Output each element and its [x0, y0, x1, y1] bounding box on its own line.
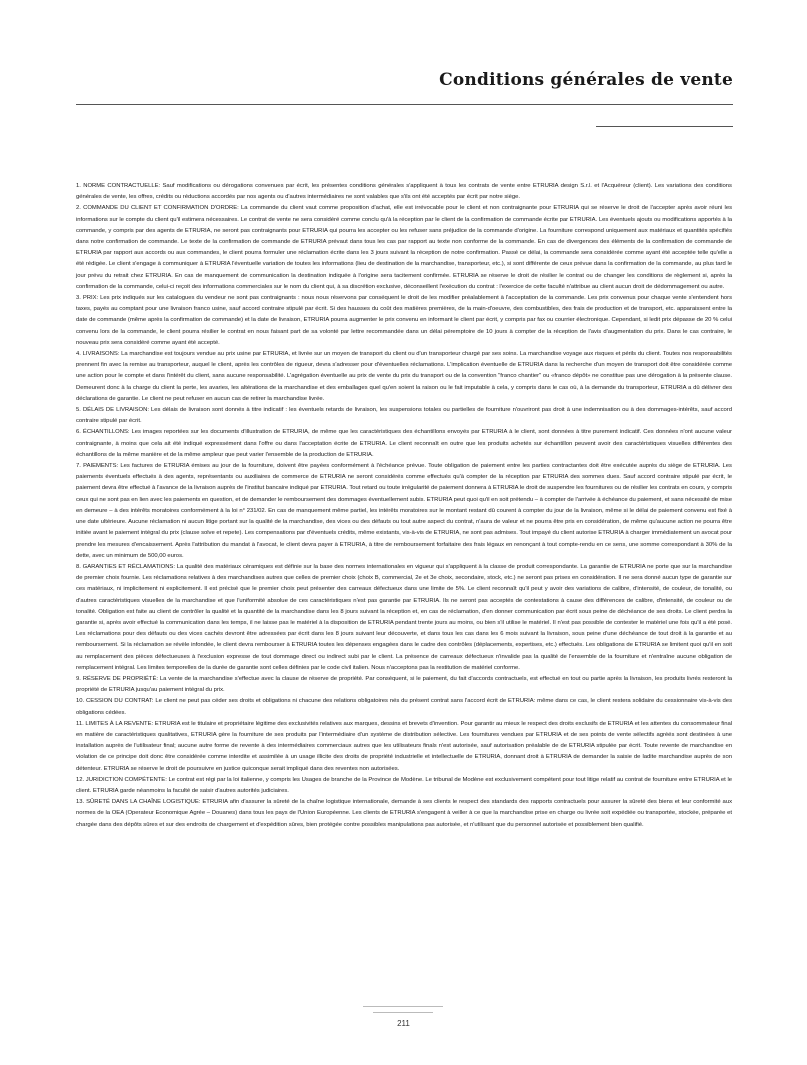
header-divider: [76, 104, 733, 105]
page-title: Conditions générales de vente: [439, 70, 733, 90]
header-short-divider: [596, 126, 733, 127]
section-limites-revente: 11. LIMITES À LA REVENTE: ETRURIA est le titulaire et propriétaire légitime des exclusivités relatives aux marques, dessins et brevets d'invention. Pour garantir au mieux le respect des droits exclusifs de ETRURIA et les attentes du consommateur final en matière de caractéristiques qualitatives, ETRURIA gère la fourniture de ses produits par l'intermédiaire d'un système de distribution sélective. Les fournitures vendues par ETRURIA et de ses points de vente sélectifs agréés sont destinées à une installation auprès de l'utilisateur final; aucune autre forme de revente à des intermédiaires commerciaux autres que les utilisateurs finals n'est autorisée, sauf autorisation préalable de de ETRURIA stipulée par écrit. Toute revente de marchandise en violation de ce principe doit donc être considérée comme interdite et assimilée à un usage illicite des droits de propriété industrielle et intellectuelle de ETRURIA, donnant droit à ETRURIA de demander la saisie de ladite marchandise auprès de son détenteur. ETRURIA se réserve le droit de poursuivre en justice quiconque serait impliqué dans des reventes non autorisées.: [76, 720, 732, 772]
footer-divider-short: [373, 1012, 433, 1013]
section-livraisons: 4. LIVRAISONS: La marchandise est toujours vendue au prix usine par ETRURIA, et livrée sur un moyen de transport du client ou d'un transporteur chargé par ses soins. La marchandise voyage aux risques et périls du client. Toutes nos responsabilités prennent fin avec la remise au transporteur, auquel le client, après les contrôles de rigueur, devra s'adresser pour d'éventuelles réclamations. L'implication éventuelle de ETRURIA dans la recherche d'un moyen de transport doit être considérée comme une action pour le compte et dans l'intérêt du client, sans aucune responsabilité. L'agrégation éventuelle au prix de vente du prix du transport ou de la convention "franco chantier" ou «franco dépôt» ne constitue pas une dérogation à la présente clause. Demeurent donc à la charge du client la perte, les avaries, les altérations de la marchandise et des emballages quel qu'en soient la raison ou le fait imputable à cela, y compris dans le cas où, à la demande du transporteur, ETRURIA a dû délivrer des déclarations de garantie. Le client ne peut refuser en aucun cas de retirer la marchandise livrée.: [76, 351, 732, 402]
page-number: 211: [397, 1019, 410, 1028]
section-norme-contractuelle: 1. NORME CONTRACTUELLE: Sauf modifications ou dérogations convenues par écrit, les présentes conditions générales s'appliquent à tous les contrats de vente entre ETRURIA design S.r.l. et l'Acquéreur (client). Les variations des conditions générales de vente, les offres, crédits ou réductions accordés par nos agents ou d'autres intermédiaires ne sont valables que s'ils ont été acceptés par écrit par notre siège.: [76, 183, 732, 201]
section-paiements: 7. PAIEMENTS: Les factures de ETRURIA émises au jour de la fourniture, doivent être payées conformément à l'échéance prévue. Toute obligation de paiement entre les parties contractantes doit être exécutée auprès du siège de ETRURIA. Les paiements éventuels effectués à des agents, représentants ou auxiliaires de commerce de ETRURIA ne seront considérés comme effectués qu'à compter de la réception par ETRURIA des sommes dues. Sauf accord contraire stipulé par écrit, le paiement devra être effectué à l'avance de la livraison auprès de l'institut bancaire indiqué par ETRURIA. Tout retard ou toute irrégularité de paiement donnera à ETRURIA le droit de suspendre les fournitures ou de résilier les contrats en cours, y compris ceux qui ne sont pas en lien avec les paiements en question, et de demander le remboursement des dommages éventuellement subis. ETRURIA peut quoi qu'il en soit prétendu – à compter de l'arrivée à échéance du paiement, et sans nécessité de mise en demeure – à des intérêts moratoires conformément à la loi n° 231/02. En cas de manquement même partiel, les intérêts moratoires sur le montant restant dû courent à compter du jour de la livraison, même si le délai de paiement convenu est fixé à une date ultérieure. Aucune réclamation ni aucun litige portant sur la qualité de la marchandise, des vices ou des défauts ou tout autre aspect du contrat, n'aura de valeur et ne pourra être pris en considération, de même qu'aucune action ne pourra être initiée avant le paiement intégral du prix (clause solve et repete). Les compensations par d'éventuels crédits, même existants, vis-à-vis de ETRURIA, ne sont pas admises. Tout impayé du client autorise ETRURIA à charger immédiatement un avocat pour prendre les mesures d'encaissement. Après l'attribution du mandat à l'avocat, le client devra payer à ETRURIA, à titre de remboursement forfaitaire des frais légaux en renonçant à tout compte-rendu en ce sens, une somme correspondant à 30% de la dette, avec un minimum de 500,00 euros.: [76, 463, 732, 559]
section-echantillons: 6. ÉCHANTILLONS: Les images reportées sur les documents d'illustration de ETRURIA, de même que les caractéristiques des échantillons envoyés par ETRURIA à le client, sont données à titre purement indicatif. Ces données n'ont aucune valeur contraignante, à moins que cela ait été indiqué expressément dans l'offre ou dans l'acceptation écrite de ETRURIA. Le client reconnaît en outre que les produits achetés sur échantillon peuvent avoir des caractéristiques visuelles différentes des échantillons de la même manière et de la même ampleur que peut varier l'ensemble de la production de ETRURIA.: [76, 429, 732, 458]
section-prix: 3. PRIX: Les prix indiqués sur les catalogues du vendeur ne sont pas contraignants : nous nous réservons par conséquent le droit de les modifier préalablement à l'acceptation de la commande. Les prix convenus pour chaque vente s'entendent hors taxes, payés au comptant pour une livraison franco usine, sauf accord contraire stipulé par écrit. Si des hausses du coût des matières premières, de la main-d'oeuvre, des combustibles, des frais de production et de transport, etc. apparaissent entre la date de commande (même après la confirmation de commande) et la date de livraison, ETRURIA pourra augmenter le prix convenu en informant le client par écrit, y compris par fax ou courrier électronique. Cependant, si ledit prix dépasse de 20 % celui convenu lors de la commande, le client pourra résilier le contrat en nous faisant part de sa volonté par lettre recommandée dans un délai péremptoire de 10 jours à compter de la réception de l'avis d'augmentation du prix. Dans le cas contraire, le nouveau prix sera considéré comme ayant été accepté.: [76, 295, 732, 346]
footer-divider: [363, 1006, 443, 1007]
section-commande: 2. COMMANDE DU CLIENT ET CONFIRMATION D'ORDRE: La commande du client vaut comme proposition d'achat, elle est irrévocable pour le client et non contraignante pour ETRURIA qui se réserve le droit de l'accepter après avoir réuni les informations sur le compte du client qu'il estimera nécessaires. Le contrat de vente ne sera considéré comme conclu qu'à la réception par le client de la confirmation de commande écrite par ETRURIA. Les éventuels ajouts ou modifications apportés à la commande, y compris par des agents de ETRURIA, ne seront pas contraignants pour ETRURIA qui pourra les accepter ou les refuser sans préjudice de la commande d'origine. La fourniture correspond uniquement aux matériaux et quantités spécifiés dans notre confirmation de commande. Le texte de la confirmation de commande de ETRURIA prévaut dans tous les cas par rapport au texte non conforme de la commande. En cas de divergences des éléments de la confirmation de commande de ETRURIA par rapport aux accords ou aux commandes, le client pourra formuler une réclamation écrite dans les 3 jours suivant la réception de notre confirmation. Passé ce délai, la commande sera considérée comme ayant été acceptée telle qu'elle a été rédigée. Le client s'engage à communiquer à ETRURIA l'éventuelle variation de toutes les informations (lieu de destination de la marchandise, transporteur, etc.), si sont différente de ceux prévue dans la confirmation de la commande, au plus tard le jour prévu du retrait chez ETRURIA. En cas de manquement de communication la destination indiquée à l'origine sera tacitement confirmée. ETRURIA se réserve le droit de résilier le contrat ou de changer les conditions de règlement si, après la confirmation de la commande, celui-ci reçoit des informations commerciales sur le nom du client qui, à sa discrétion exclusive, déconseillent l'exécution du contrat : l'exercice de cette faculté n'attribue au client aucun droit de dédommagement ou autre.: [76, 205, 732, 290]
section-surete-logistique: 13. SÛRETÉ DANS LA CHAÎNE LOGISTIQUE: ETRURIA afin d'assurer la sûreté de la chaîne logistique internationale, demande à ses clients le respect des standards des rapports contractuels pour assurer la sûreté des biens et leur conformité aux normes de la OEA (Operateur Economique Agrée – Douanes) dans tous les pays de l'Union Européenne. Les clients de ETRURIA s'engagent à veiller à ce que la marchandise prise en charge ou livrée soit expédiée ou transportée, stockée, préparée et chargée dans des dépôts sûres et sur des endroits de chargement et d'expédition sûres, bien protégée contre possibles manipulations pas autorisée, et n'utilisant que du personnel autorisée et possiblement bien qualifié.: [76, 799, 732, 828]
section-cession-contrat: 10. CESSION DU CONTRAT: Le client ne peut pas céder ses droits et obligations ni chacune des relations obligatoires nés du présent contrat sans l'accord écrit de ETRURIA: même dans ce cas, le client restera solidaire du cessionnaire vis-à-vis des obligations cédées.: [76, 698, 732, 716]
terms-body: [76, 181, 732, 831]
section-delais-livraison: 5. DÉLAIS DE LIVRAISON: Les délais de livraison sont donnés à titre indicatif : les éventuels retards de livraison, les suspensions totales ou partielles de fourniture n'ouvriront pas droit à une indemnisation ou à des dommages-intérêts, sauf accord contraire stipulé par écrit.: [76, 407, 732, 425]
section-garanties: 8. GARANTIES ET RÉCLAMATIONS: La qualité des matériaux céramiques est définie sur la base des normes internationales en vigueur qui s'appliquent à la classe de produit correspondante. La garantie de ETRURIA ne porte que sur la marchandise de premier choix fournie. Les réclamations relatives à des marchandises autres que celles de premier choix (choix B, commercial, 2e et 3e choix, secondaire, stock, etc.) ne seront pas prises en considération. Il ne sera donné aucun type de garantie sur ces matériaux, ni implicitement ni explicitement. Il est précisé que le premier choix peut présenter des carreaux défectueux dans une limite de 5%. Le client reconnaît qu'il peut y avoir des variations de calibre, d'intensité, de couleur, de tonalité, ou d'autres caractéristiques visuelles de la marchandise et que l'uniformité absolue de ces caractéristiques n'est pas garantie par ETRURIA. Ils ne seront pas acceptés de contestations à cause des différences de calibre, d'intensité, de couleur ou de tonalité. Obligation est faite au client de contrôler la qualité et la quantité de la marchandise dans les 8 jours suivant la réception et, en cas de réclamation, d'en donner communication par écrit sous peine de déchéance de ses droits. Le client perdra la garantie si, après avoir effectué la communication dans les temps, il ne laisse pas le matériel à la disposition de ETRURIA pendant trente jours au moins, ou bien s'il utilise le matériel. Il n'est pas possible de contester le matériel une fois qu'il a été posé. Les réclamations pour des défauts ou des vices cachés devront être adressées par écrit dans les 8 jours suivant leur découverte, et dans tous les cas dans les 6 mois suivant la livraison, sous peine d'une déchéance de tout droit à la garantie et au remboursement. Si la réclamation se révèle infondée, le client devra rembourser à ETRURIA toutes les dépenses engagées dans le cadre des contrôles (déplacements, expertises, etc.) effectués. Les obligations de ETRURIA se limitent quoi qu'il en soit au remplacement des pièces défectueuses à l'exclusion expresse de tout dommage direct ou indirect subi par le client. La présence de carreaux défectueux n'invalide pas la qualité de l'ensemble de la fourniture et n'entraîne aucune obligation de remplacement intégral. Les limites temporelles de la durée de garantie sont celles définies par le code civil italien. Nous n'acceptons pas la restitution de matériel conforme.: [76, 563, 732, 671]
section-reserve-propriete: 9. RÉSERVE DE PROPRIÉTÉ: La vente de la marchandise s'effectue avec la clause de réserve de propriété. Par conséquent, si le paiement, du fait d'accords contractuels, est effectué en tout ou partie après la livraison, les produits livrés resteront la propriété de ETRURIA jusqu'au paiement intégral du prix.: [76, 675, 732, 694]
section-juridiction: 12. JURIDICTION COMPÉTENTE: Le contrat est régi par la loi italienne, y compris les Usages de branche de la Province de Modène. Le tribunal de Modène est exclusivement compétent pour tout litige relatif au contrat de fourniture entre ETRURIA et le client. ETRURIA garde néanmoins la faculté de saisir d'autres autorités judiciaires.: [76, 776, 732, 794]
